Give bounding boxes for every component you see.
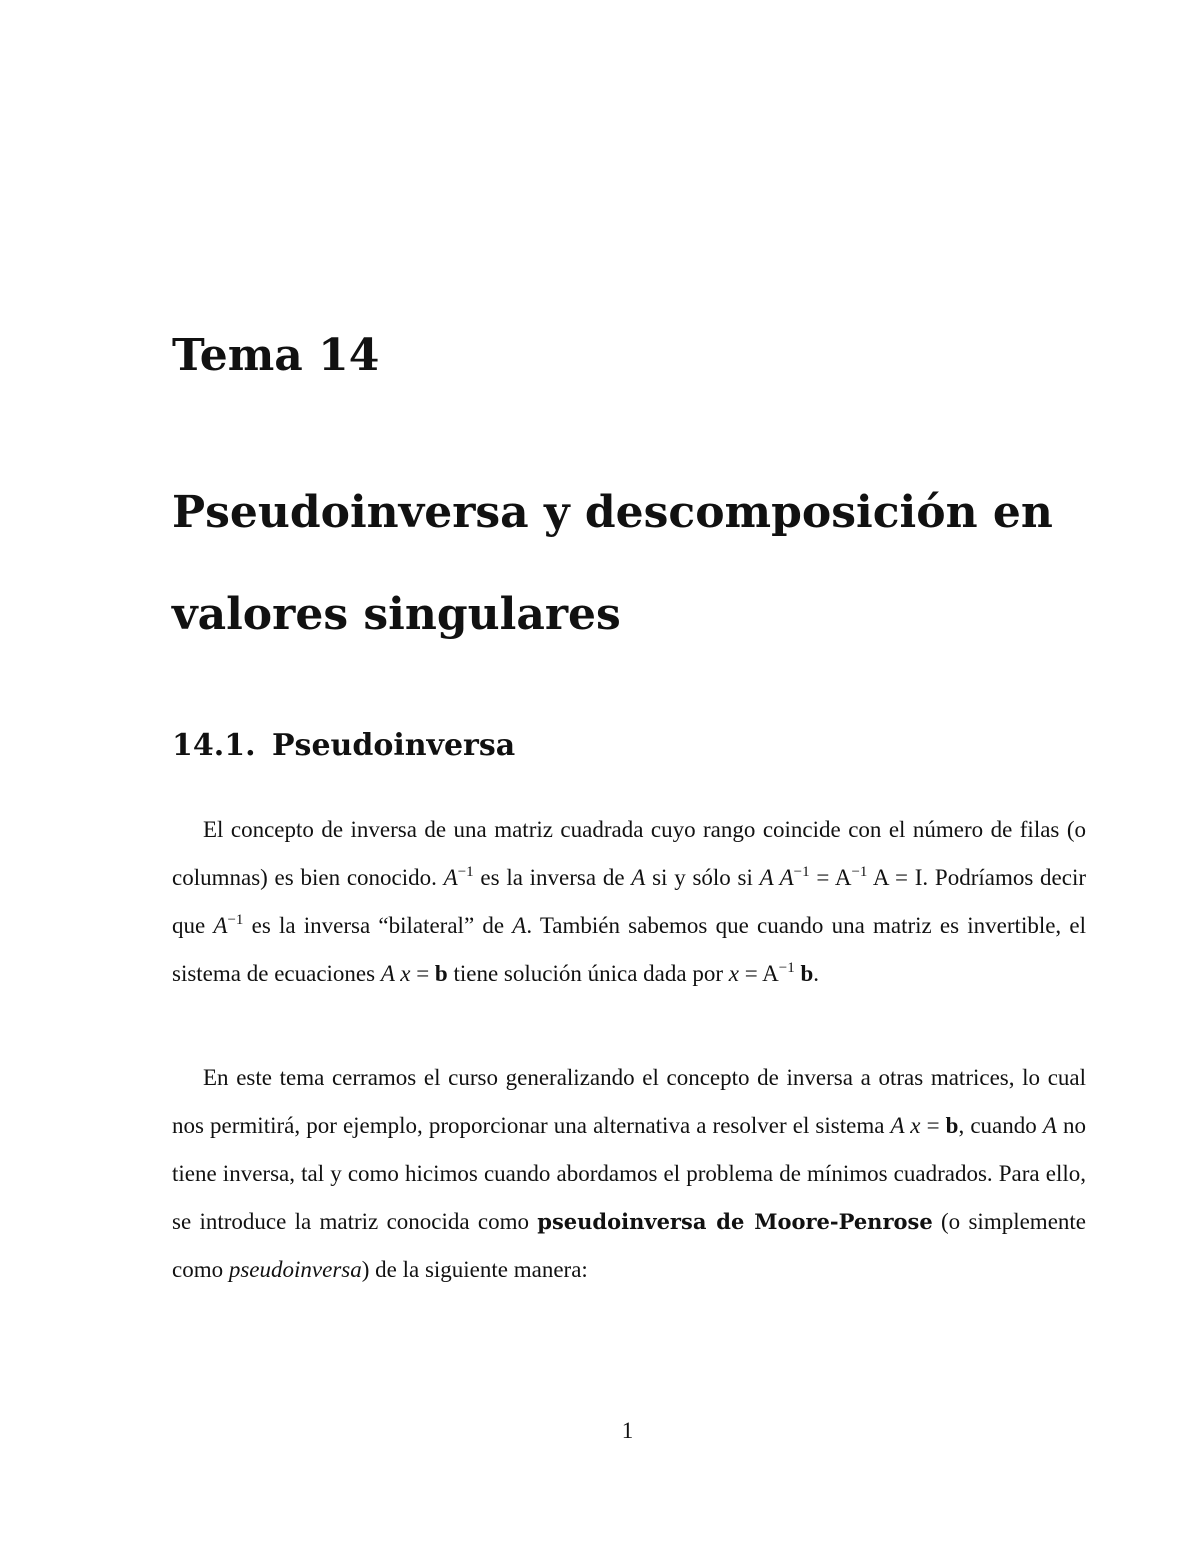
section-heading <box>172 728 515 763</box>
chapter-title: Pseudoinversa y descomposición en valores singulares <box>172 487 1053 640</box>
math-symbol: A <box>631 865 646 890</box>
italic-term: pseudoinversa <box>228 1257 362 1282</box>
math-exponent: −1 <box>227 912 244 928</box>
bold-term: pseudoinversa de Moore-Penrose <box>537 1209 933 1234</box>
text-run: En este tema cerramos el curso generalizando el concepto de inversa a otras matrices, lo cual nos permitirá, por ejemplo, proporcionar una alternativa a resolver el sistema <box>172 1065 1086 1138</box>
math-expression: = A <box>738 961 779 986</box>
paragraph-1 <box>172 806 1086 998</box>
math-expression: = A <box>809 865 852 890</box>
math-vector: b <box>434 961 448 986</box>
text-run: es la inversa “bilateral” de <box>243 913 513 938</box>
chapter-label: Tema 14 <box>172 330 380 381</box>
math-expression: A = I. <box>867 865 929 890</box>
math-expression: = <box>920 1113 946 1138</box>
section-title: Pseudoinversa <box>272 728 516 763</box>
text-run: . También sabemos que cuando una matriz es invertible, el sistema de ecuaciones <box>172 913 1086 986</box>
text-run: si y sólo si <box>645 865 760 890</box>
section-number: 14.1. <box>172 728 256 763</box>
math-exponent: −1 <box>457 864 474 880</box>
text-run: tiene solución única dada por <box>447 961 729 986</box>
text-run: es la inversa de <box>473 865 632 890</box>
math-expression: = <box>410 961 435 986</box>
math-symbol: A <box>1042 1113 1057 1138</box>
text-run: Podríamos decir que <box>172 865 1087 938</box>
math-symbol: A <box>512 913 527 938</box>
math-symbol: A A <box>759 865 794 890</box>
math-symbol: A x <box>890 1113 921 1138</box>
page-number: 1 <box>621 1418 634 1443</box>
math-symbol: A <box>443 865 458 890</box>
math-symbol: A <box>213 913 228 938</box>
math-vector: b <box>945 1113 959 1138</box>
math-exponent: −1 <box>778 960 795 976</box>
math-vector: b <box>800 961 814 986</box>
math-symbol: A x <box>380 961 411 986</box>
math-symbol: x <box>728 961 739 986</box>
text-run: , cuando <box>958 1113 1043 1138</box>
text-run: (o simplemente como <box>172 1209 1087 1282</box>
paragraph-2 <box>172 1054 1086 1294</box>
text-run: El concepto de inversa de una matriz cuadrada cuyo rango coincide con el número de filas (o columnas) es bien conocido. <box>172 817 1086 890</box>
text-run: . <box>813 961 820 986</box>
text-run: no tiene inversa, tal y como hicimos cuando abordamos el problema de mínimos cuadrados. Para ello, se introduce la matriz conocida como <box>172 1113 1087 1234</box>
math-exponent: −1 <box>851 864 868 880</box>
text-run: ) de la siguiente manera: <box>361 1257 588 1282</box>
math-exponent: −1 <box>793 864 810 880</box>
